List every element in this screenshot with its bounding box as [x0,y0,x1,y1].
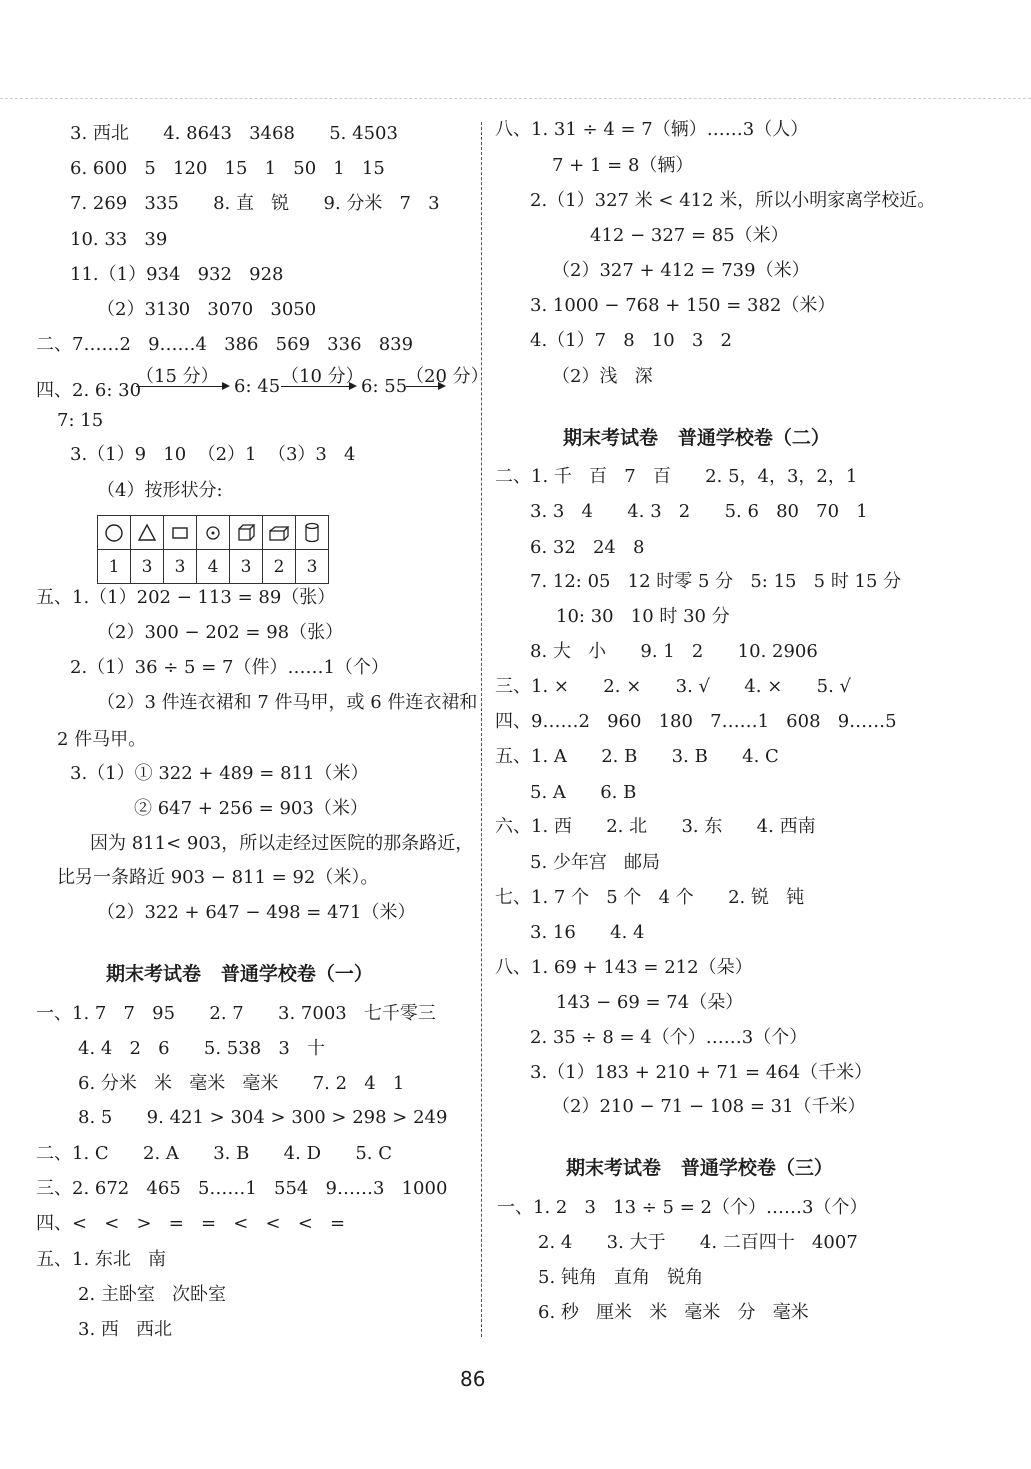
answer-line: 2 件马甲。 [57,729,147,750]
answer-line: 八、1. 69 + 143 = 212（朵） [495,957,753,978]
section-title: 期末考试卷 普通学校卷（二） [563,427,830,449]
answer-line: 2. 4 3. 大于 4. 二百四十 4007 [538,1232,858,1253]
circle-icon [98,516,131,550]
answer-line: 比另一条路近 903 − 811 = 92（米）。 [57,867,379,888]
answer-line: 五、1. A 2. B 3. B 4. C [495,746,779,767]
answer-line: 八、1. 31 ÷ 4 = 7（辆）……3（人） [495,119,809,140]
answer-line: 10: 30 10 时 30 分 [556,606,730,627]
column-divider [481,122,482,1337]
answer-line: 2. 主卧室 次卧室 [78,1284,227,1305]
answer-line: 143 − 69 = 74（朵） [556,992,744,1013]
count-cell: 1 [98,550,131,584]
answer-line: （2）327 + 412 = 739（米） [552,260,810,281]
answer-line: 3. 西北 4. 8643 3468 5. 4503 [70,123,398,144]
count-cell: 2 [263,550,296,584]
arrow-icon [136,386,228,387]
answer-line: 3.（1）183 + 210 + 71 = 464（千米） [530,1062,873,1083]
answer-line: （2）322 + 647 − 498 = 471（米） [97,902,416,923]
answer-line: 五、1. 东北 南 [36,1249,167,1270]
interval-label: （10 分） [281,366,364,387]
answer-line: 二、7……2 9……4 386 569 336 839 [36,334,414,355]
small-circle-icon [197,516,230,550]
time-arrow-line [36,366,489,401]
answer-line: 二、1. 千 百 7 百 2. 5，4，3，2，1 [495,466,858,487]
answer-line: 5. A 6. B [530,782,637,803]
answer-line: （2）3 件连衣裙和 7 件马甲，或 6 件连衣裙和 [97,692,478,713]
answer-line: 8. 5 9. 421 > 304 > 300 > 298 > 249 [78,1107,448,1128]
arrow-icon [281,386,355,387]
answer-line: 7: 15 [57,410,104,431]
section-title: 期末考试卷 普通学校卷（一） [106,963,373,985]
answer-line: ② 647 + 256 = 903（米） [134,798,368,819]
section-title: 期末考试卷 普通学校卷（三） [566,1157,833,1179]
shape-icon-row [98,516,329,550]
time-label: 四、2. 6: 30 [36,380,142,401]
answer-line: 11.（1）934 932 928 [70,264,284,285]
answer-line: 三、1. × 2. × 3. √ 4. × 5. √ [495,676,851,697]
answer-line: （2）210 − 71 − 108 = 31（千米） [552,1096,866,1117]
page-number: 86 [460,1367,486,1391]
cube-icon [230,516,263,550]
answer-line: 七、1. 7 个 5 个 4 个 2. 锐 钝 [495,887,805,908]
answer-line: 7. 269 335 8. 直 锐 9. 分米 7 3 [70,193,440,214]
answer-line: 六、1. 西 2. 北 3. 东 4. 西南 [495,816,816,837]
answer-line: 6. 32 24 8 [530,537,645,558]
answer-line: （2）3130 3070 3050 [97,299,317,320]
count-cell: 3 [296,550,329,584]
answer-line: 4. 4 2 6 5. 538 3 十 [78,1038,325,1059]
answer-line: 7. 12: 05 12 时零 5 分 5: 15 5 时 15 分 [530,571,902,592]
answer-line: 3. 西 西北 [78,1319,173,1340]
arrow-icon [406,386,444,387]
answer-line: 四、9……2 960 180 7……1 608 9……5 [495,711,897,732]
answer-line: （2）300 − 202 = 98（张） [97,622,344,643]
rectangle-icon [164,516,197,550]
time-label: 6: 55 [361,376,408,397]
shape-count-row [98,550,329,584]
answer-line: 2.（1）36 ÷ 5 = 7（件）……1（个） [70,657,389,678]
answer-line: （2）浅 深 [552,366,653,387]
answer-line: 5. 钝角 直角 锐角 [538,1267,704,1288]
answer-line: 6. 秒 厘米 米 毫米 分 毫米 [538,1302,809,1323]
cuboid-icon [263,516,296,550]
top-rule [0,98,1031,99]
triangle-icon [131,516,164,550]
answer-line: 3.（1）9 10 （2）1 （3）3 4 [70,444,356,465]
answer-line: 3. 16 4. 4 [530,922,645,943]
answer-line: 8. 大 小 9. 1 2 10. 2906 [530,641,818,662]
answer-line: 3. 3 4 4. 3 2 5. 6 80 70 1 [530,501,868,522]
answer-line: 412 − 327 = 85（米） [590,225,789,246]
answer-line: 2.（1）327 米 < 412 米，所以小明家离学校近。 [530,190,936,211]
answer-line: 7 + 1 = 8（辆） [552,155,694,176]
answer-line: 四、< < > = = < < < = [36,1213,346,1234]
answer-line: 2. 35 ÷ 8 = 4（个）……3（个） [530,1027,808,1048]
answer-line: 三、2. 672 465 5……1 554 9……3 1000 [36,1178,448,1199]
answer-line: 因为 811< 903，所以走经过医院的那条路近， [90,833,474,854]
time-label: 6: 45 [234,376,281,397]
answer-line: 4.（1）7 8 10 3 2 [530,330,732,351]
shape-count-table [97,515,329,584]
interval-label: （20 分） [406,366,489,387]
answer-line: 3.（1）① 322 + 489 = 811（米） [70,763,369,784]
answer-line: 二、1. C 2. A 3. B 4. D 5. C [36,1143,393,1164]
answer-line: （4）按形状分: [97,480,223,501]
answer-line: 6. 600 5 120 15 1 50 1 15 [70,158,385,179]
count-cell: 3 [164,550,197,584]
count-cell: 3 [230,550,263,584]
answer-line: 5. 少年宫 邮局 [530,852,661,873]
count-cell: 3 [131,550,164,584]
answer-line: 6. 分米 米 毫米 毫米 7. 2 4 1 [78,1073,405,1094]
answer-line: 3. 1000 − 768 + 150 = 382（米） [530,295,836,316]
cylinder-icon [296,516,329,550]
answer-line: 五、1.（1）202 − 113 = 89（张） [36,587,336,608]
interval-label: （15 分） [136,366,219,387]
answer-line: 一、1. 7 7 95 2. 7 3. 7003 七千零三 [36,1003,436,1024]
count-cell: 4 [197,550,230,584]
answer-line: 一、1. 2 3 13 ÷ 5 = 2（个）……3（个） [497,1197,868,1218]
answer-line: 10. 33 39 [70,229,168,250]
